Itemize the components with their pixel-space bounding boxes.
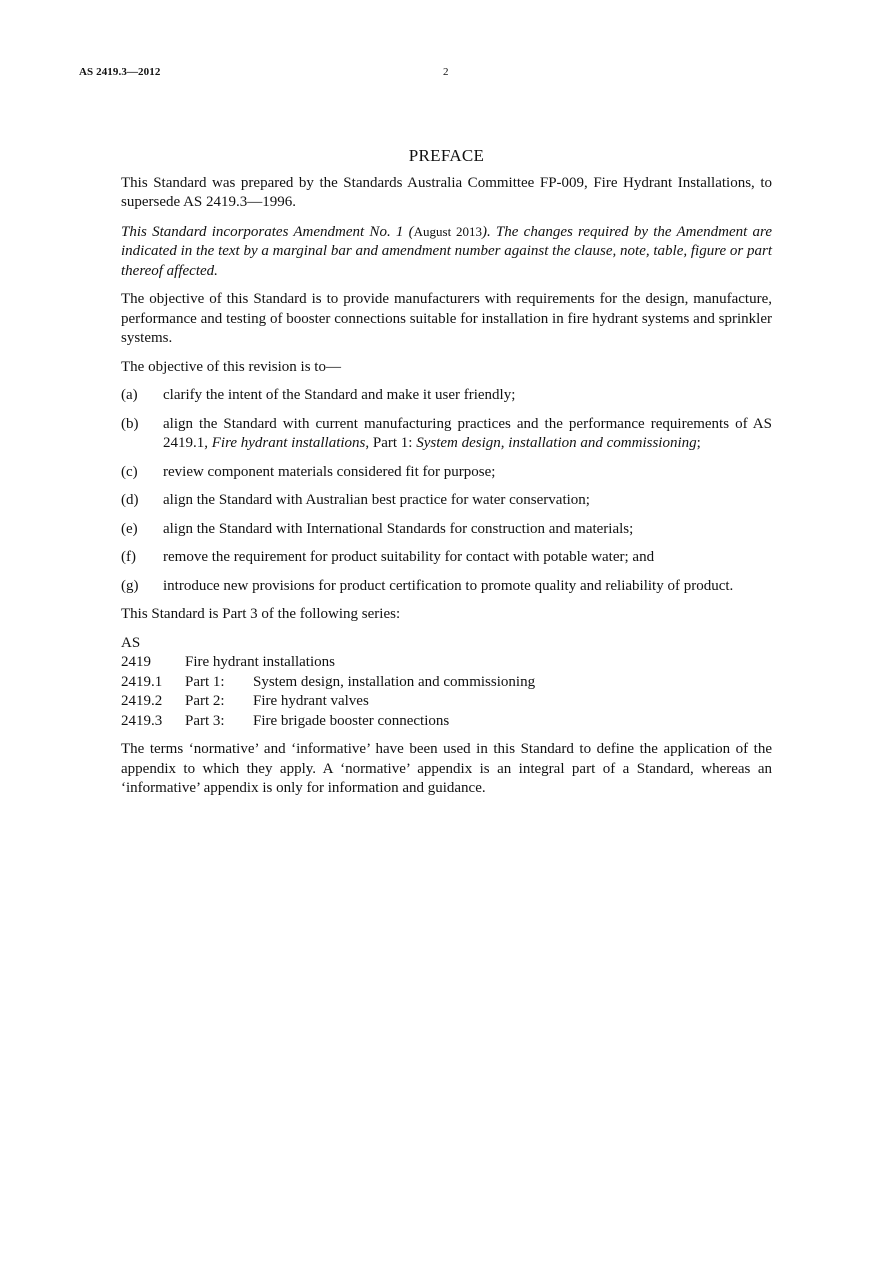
series-title: Fire hydrant installations [185, 654, 335, 670]
list-item-label: (c) [121, 463, 138, 480]
list-item-label: (b) [121, 415, 139, 432]
list-item-text: align the Standard with International Standards for construction and materials; [163, 520, 634, 537]
list-item [121, 415, 772, 454]
series-part: Part 3: [185, 712, 225, 729]
series-row [121, 712, 772, 732]
list-item-text: clarify the intent of the Standard and make it user friendly; [163, 387, 516, 403]
list-item-text: review component materials considered fit for purpose; [163, 463, 496, 480]
list-item-text-mid: , Part 1: [365, 435, 417, 451]
series-title: Fire brigade booster connections [253, 712, 450, 729]
list-item [121, 548, 772, 568]
series-number: 2419.1 [121, 673, 163, 690]
list-item-text: remove the requirement for product suitability for contact with potable water; and [163, 549, 655, 565]
series-row [121, 673, 772, 693]
list-item-label: (a) [121, 387, 138, 403]
list-item-label: (g) [121, 577, 139, 594]
objectives-list [121, 386, 772, 596]
list-item-label: (f) [121, 549, 136, 565]
objective-standard-paragraph: The objective of this Standard is to provide manufacturers with requirements for the design, manufacture, performance and testing of booster connections suitable for installation in fire hydrant systems and sprinkler systems. [121, 291, 772, 346]
amendment-date: August 2013 [413, 223, 482, 239]
document-reference: AS 2419.3—2012 [79, 66, 161, 78]
referenced-standard-title: Fire hydrant installations [211, 435, 366, 451]
series-prefix: AS [121, 634, 141, 651]
series-part: Part 1: [185, 673, 225, 690]
amendment-text-end: ). The changes required by the Amendment are indicated in the text by a marginal bar and amendment number against the clause, note, table, figure or part thereof affected. [121, 223, 772, 279]
series-table [121, 634, 772, 732]
list-item [121, 520, 772, 540]
page-number: 2 [443, 66, 449, 78]
list-item-label: (d) [121, 492, 139, 508]
list-item-text: introduce new provisions for product certification to promote quality and reliability of product. [163, 577, 734, 594]
list-item [121, 577, 772, 597]
series-number: 2419.3 [121, 712, 163, 729]
series-part: Part 2: [185, 693, 225, 709]
series-title: Fire hydrant valves [253, 693, 369, 709]
list-item [121, 491, 772, 511]
section-title: PREFACE [408, 146, 485, 165]
list-item [121, 463, 772, 483]
series-row [121, 692, 772, 712]
preparation-paragraph: This Standard was prepared by the Standards Australia Committee FP-009, Fire Hydrant Installations, to supersede AS 2419.3—1996. [121, 174, 772, 210]
page-content [121, 146, 772, 808]
amendment-paragraph [121, 222, 772, 282]
list-item-label: (e) [121, 520, 138, 537]
amendment-text-start: This Standard incorporates Amendment No. 1 ( [121, 223, 414, 240]
terms-paragraph: The terms ‘normative’ and ‘informative’ have been used in this Standard to define the application of the appendix to which they apply. A ‘normative’ appendix is an integral part of a Standard, whereas an ‘informative’ appendix is only for information and guidance. [121, 741, 772, 796]
list-item-text-end: ; [696, 435, 701, 451]
referenced-standard-subtitle: System design, installation and commissioning [416, 435, 697, 451]
series-title: System design, installation and commissioning [253, 673, 536, 690]
list-item-text [163, 415, 772, 454]
list-item-text-start: align the Standard with current manufacturing practices and the performance requirements of AS 2419.1, [163, 415, 772, 451]
series-number: 2419.2 [121, 693, 163, 709]
objective-revision-intro: The objective of this revision is to— [121, 358, 341, 375]
series-intro: This Standard is Part 3 of the following series: [121, 606, 401, 622]
series-number: 2419 [121, 654, 151, 670]
list-item [121, 386, 772, 406]
list-item-text: align the Standard with Australian best practice for water conservation; [163, 492, 590, 508]
series-row [121, 653, 772, 673]
